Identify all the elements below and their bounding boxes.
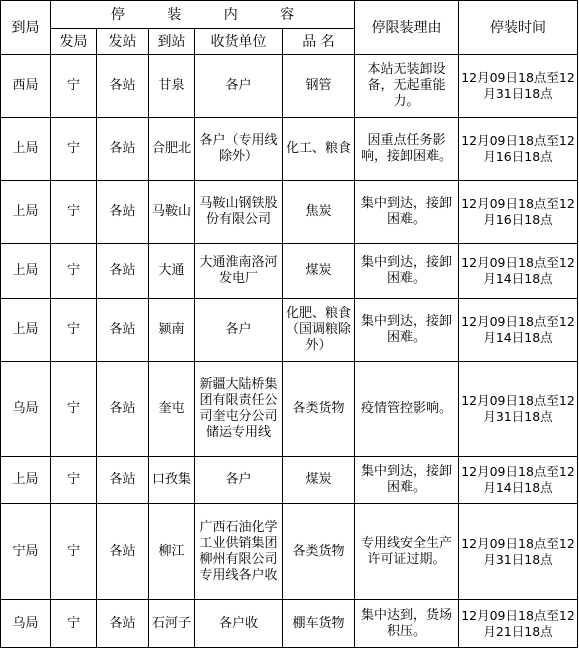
cell-dest: 上局 xyxy=(1,299,51,362)
cell-reason: 疫情管控影响。 xyxy=(355,362,459,457)
header-from-station: 发站 xyxy=(97,29,149,55)
cell-dest: 乌局 xyxy=(1,362,51,457)
cell-to: 石河子 xyxy=(149,600,195,648)
table-row xyxy=(1,504,578,600)
cell-from: 宁 xyxy=(51,457,97,504)
cell-from: 宁 xyxy=(51,362,97,457)
cell-time: 12月09日18点至12月31日18点 xyxy=(459,504,578,600)
cell-from: 宁 xyxy=(51,244,97,299)
cell-from: 宁 xyxy=(51,504,97,600)
cell-consignee: 新疆大陆桥集团有限责任公司奎屯分公司储运专用线 xyxy=(195,362,283,457)
cell-consignee: 各户 xyxy=(195,55,283,118)
cell-consignee: 各户 xyxy=(195,299,283,362)
cell-goods: 钢管 xyxy=(283,55,355,118)
table-row xyxy=(1,600,578,648)
header-to-station: 到站 xyxy=(149,29,195,55)
cell-consignee: 各户 xyxy=(195,457,283,504)
cell-from: 宁 xyxy=(51,299,97,362)
cell-dest: 上局 xyxy=(1,118,51,181)
table-row xyxy=(1,457,578,504)
table-row xyxy=(1,181,578,244)
cell-time: 12月09日18点至12月14日18点 xyxy=(459,244,578,299)
table-row xyxy=(1,55,578,118)
cell-from: 宁 xyxy=(51,118,97,181)
cell-dest: 西局 xyxy=(1,55,51,118)
cell-station: 各站 xyxy=(97,181,149,244)
header-dest-bureau: 到局 xyxy=(1,1,51,55)
cell-time: 12月09日18点至12月31日18点 xyxy=(459,362,578,457)
cell-station: 各站 xyxy=(97,362,149,457)
cell-station: 各站 xyxy=(97,118,149,181)
cell-consignee: 各户（专用线除外） xyxy=(195,118,283,181)
cell-reason: 集中到达，接卸困难。 xyxy=(355,181,459,244)
cell-goods: 化肥、粮食（国调粮除外） xyxy=(283,299,355,362)
cell-reason: 集中到达，接卸困难。 xyxy=(355,244,459,299)
cell-goods: 棚车货物 xyxy=(283,600,355,648)
cell-goods: 焦炭 xyxy=(283,181,355,244)
header-row-top xyxy=(1,1,578,29)
cell-from: 宁 xyxy=(51,600,97,648)
cell-dest: 宁局 xyxy=(1,504,51,600)
cell-goods: 各类货物 xyxy=(283,504,355,600)
cell-reason: 集中达到，货场积压。 xyxy=(355,600,459,648)
cell-dest: 上局 xyxy=(1,181,51,244)
cell-to: 大通 xyxy=(149,244,195,299)
cell-reason: 因重点任务影响，接卸困难。 xyxy=(355,118,459,181)
cell-time: 12月09日18点至12月16日18点 xyxy=(459,181,578,244)
cell-station: 各站 xyxy=(97,299,149,362)
cell-dest: 上局 xyxy=(1,457,51,504)
cell-station: 各站 xyxy=(97,600,149,648)
cell-time: 12月09日18点至12月14日18点 xyxy=(459,299,578,362)
table-row xyxy=(1,299,578,362)
cell-station: 各站 xyxy=(97,55,149,118)
header-from-bureau: 发局 xyxy=(51,29,97,55)
cell-to: 奎屯 xyxy=(149,362,195,457)
cell-time: 12月09日18点至12月16日18点 xyxy=(459,118,578,181)
cell-reason: 专用线安全生产许可证过期。 xyxy=(355,504,459,600)
cell-goods: 煤炭 xyxy=(283,244,355,299)
cell-station: 各站 xyxy=(97,457,149,504)
header-consignee: 收货单位 xyxy=(195,29,283,55)
cell-consignee: 广西石油化学工业供销集团柳州有限公司专用线各户收 xyxy=(195,504,283,600)
cell-time: 12月09日18点至12月31日18点 xyxy=(459,55,578,118)
cell-to: 马鞍山 xyxy=(149,181,195,244)
cell-station: 各站 xyxy=(97,244,149,299)
header-reason: 停限装理由 xyxy=(355,1,459,55)
cell-goods: 化工、粮食 xyxy=(283,118,355,181)
table-row xyxy=(1,118,578,181)
cell-goods: 煤炭 xyxy=(283,457,355,504)
table-row xyxy=(1,244,578,299)
cell-station: 各站 xyxy=(97,504,149,600)
cell-reason: 集中到达，接卸困难。 xyxy=(355,457,459,504)
table-row xyxy=(1,362,578,457)
header-time: 停装时间 xyxy=(459,1,578,55)
cell-to: 柳江 xyxy=(149,504,195,600)
cell-to: 口孜集 xyxy=(149,457,195,504)
cell-dest: 乌局 xyxy=(1,600,51,648)
cell-reason: 本站无装卸设备，无起重能力。 xyxy=(355,55,459,118)
header-stop-content: 停 装 内 容 xyxy=(51,1,355,29)
cell-from: 宁 xyxy=(51,55,97,118)
header-goods: 品 名 xyxy=(283,29,355,55)
cell-consignee: 马鞍山钢铁股份有限公司 xyxy=(195,181,283,244)
cell-dest: 上局 xyxy=(1,244,51,299)
cell-to: 甘泉 xyxy=(149,55,195,118)
cell-reason: 集中到达，接卸困难。 xyxy=(355,299,459,362)
cell-time: 12月09日18点至12月21日18点 xyxy=(459,600,578,648)
cell-from: 宁 xyxy=(51,181,97,244)
cell-to: 合肥北 xyxy=(149,118,195,181)
cell-to: 颍南 xyxy=(149,299,195,362)
cell-consignee: 大通淮南洛河发电厂 xyxy=(195,244,283,299)
cell-goods: 各类货物 xyxy=(283,362,355,457)
cell-time: 12月09日18点至12月14日18点 xyxy=(459,457,578,504)
cell-consignee: 各户收 xyxy=(195,600,283,648)
